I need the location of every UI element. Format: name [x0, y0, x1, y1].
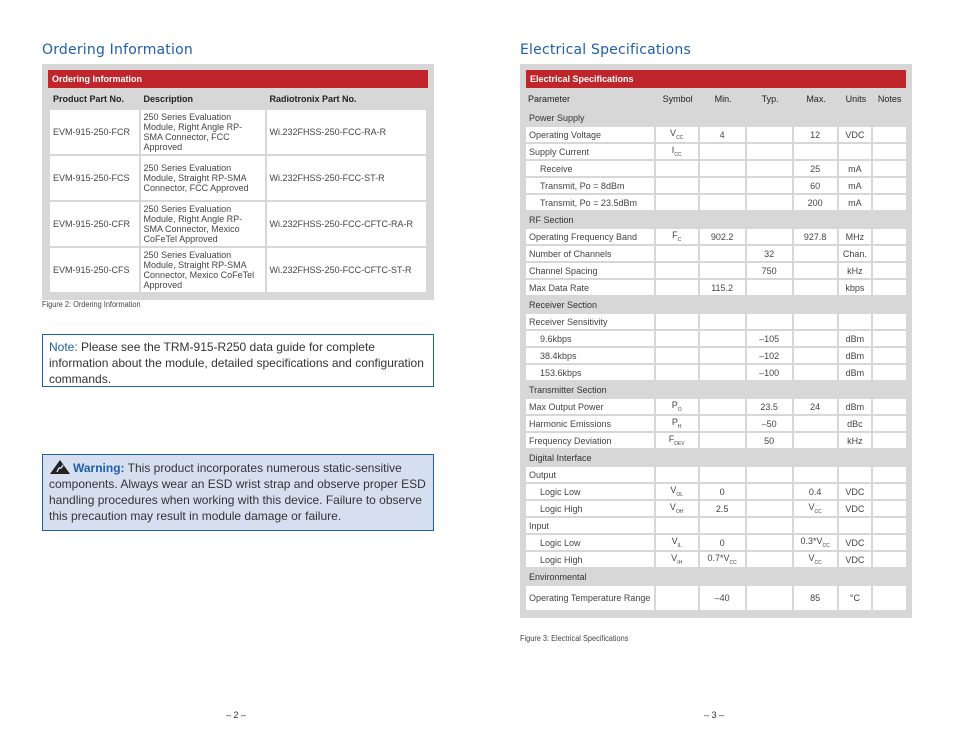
- spec-parameter: Logic Low: [526, 484, 656, 499]
- spec-parameter: Transmit, Po = 23.5dBm: [526, 195, 656, 210]
- spec-min: [700, 280, 747, 295]
- spec-min: [700, 127, 747, 142]
- spec-symbol: [656, 535, 700, 550]
- spec-row: [526, 552, 906, 567]
- spec-symbol-sub: DEV: [674, 440, 685, 447]
- spec-symbol: [656, 263, 700, 278]
- spec-symbol: [656, 518, 700, 533]
- spec-min-value: 0: [719, 537, 725, 548]
- spec-column-header: Min.: [700, 90, 747, 108]
- spec-typ: [747, 195, 794, 210]
- spec-units: [839, 314, 874, 329]
- spec-row: [526, 348, 906, 363]
- spec-parameter: Logic High: [526, 501, 656, 516]
- spec-units: dBc: [839, 416, 874, 431]
- spec-symbol: [656, 178, 700, 193]
- spec-notes: [873, 229, 906, 244]
- spec-notes: [873, 399, 906, 414]
- note-text: Please see the TRM-915-R250 data guide for complete information about the module, detailed specifications and configuration commands.: [49, 340, 424, 386]
- spec-symbol: [656, 314, 700, 329]
- spec-notes: [873, 195, 906, 210]
- spec-parameter: Operating Temperature Range: [526, 586, 656, 610]
- spec-max: [794, 518, 839, 533]
- spec-max: [794, 280, 839, 295]
- spec-notes: [873, 552, 906, 567]
- spec-min: [700, 246, 747, 261]
- spec-max: [794, 365, 839, 380]
- spec-max: [794, 586, 839, 610]
- spec-typ: [747, 229, 794, 244]
- page-number-left: – 2 –: [226, 710, 247, 720]
- spec-max: [794, 484, 839, 499]
- spec-parameter: Frequency Deviation: [526, 433, 656, 448]
- spec-section-row: [526, 110, 906, 125]
- spec-max-value: 60: [810, 180, 821, 191]
- spec-row: [526, 467, 906, 482]
- spec-max-value: 85: [810, 593, 821, 603]
- spec-symbol: [656, 416, 700, 431]
- spec-units: VDC: [839, 501, 874, 516]
- spec-parameter: Max Data Rate: [526, 280, 656, 295]
- spec-notes: [873, 263, 906, 278]
- spec-parameter: Channel Spacing: [526, 263, 656, 278]
- spec-notes: [873, 314, 906, 329]
- spec-max: [794, 552, 839, 567]
- ordering-cell: Wi.232FHSS-250-FCC-ST-R: [267, 156, 426, 200]
- spec-max: [794, 246, 839, 261]
- spec-symbol: [656, 467, 700, 482]
- spec-symbol-main: V: [670, 485, 677, 496]
- spec-section-label: Digital Interface: [526, 450, 906, 465]
- spec-typ: –100: [747, 365, 794, 380]
- spec-notes: [873, 161, 906, 176]
- spec-notes: [873, 467, 906, 482]
- spec-symbol: [656, 348, 700, 363]
- ordering-cell: EVM-915-250-FCS: [50, 156, 139, 200]
- spec-row: [526, 229, 906, 244]
- spec-section-label: Transmitter Section: [526, 382, 906, 397]
- spec-max: [794, 195, 839, 210]
- spec-typ: [747, 518, 794, 533]
- spec-min: [700, 195, 747, 210]
- spec-min-value: –40: [714, 593, 730, 603]
- spec-units: dBm: [839, 348, 874, 363]
- spec-max: [794, 127, 839, 142]
- spec-min-value: 0.7*V: [707, 553, 730, 564]
- spec-column-header: Parameter: [526, 90, 656, 108]
- ordering-table-panel: [42, 64, 434, 300]
- ordering-cell: Wi.232FHSS-250-FCC-RA-R: [267, 110, 426, 154]
- spec-symbol-main: V: [669, 502, 676, 513]
- spec-max-value: 24: [810, 401, 821, 412]
- spec-row: [526, 433, 906, 448]
- spec-symbol-sub: CC: [674, 151, 682, 158]
- spec-section-label: Power Supply: [526, 110, 906, 125]
- spec-notes: [873, 178, 906, 193]
- spec-symbol: [656, 229, 700, 244]
- spec-max-value: 200: [807, 197, 823, 208]
- spec-symbol-main: V: [670, 128, 677, 139]
- spec-notes: [873, 144, 906, 159]
- warning-text: This product incorporates numerous static-sensitive components. Always wear an ESD wrist strap and observe proper ESD handling procedures when working with this device. Failure to observe this precaution may result in module damage or failure.: [49, 461, 426, 523]
- spec-max: [794, 399, 839, 414]
- spec-min: [700, 416, 747, 431]
- spec-column-header: Max.: [794, 90, 839, 108]
- spec-symbol-main: P: [671, 400, 678, 411]
- electrical-title: Electrical Specifications: [520, 42, 691, 58]
- note-box: [42, 334, 434, 387]
- spec-symbol-sub: OL: [676, 491, 684, 498]
- spec-row: [526, 263, 906, 278]
- spec-min: [700, 501, 747, 516]
- spec-min: [700, 144, 747, 159]
- spec-parameter: Operating Voltage: [526, 127, 656, 142]
- spec-section-row: [526, 212, 906, 227]
- spec-symbol: [656, 195, 700, 210]
- spec-row: [526, 535, 906, 550]
- spec-max-sub: CC: [814, 508, 822, 515]
- warning-lead: Warning:: [73, 461, 125, 475]
- spec-typ: [747, 314, 794, 329]
- spec-section-row: [526, 382, 906, 397]
- spec-max: [794, 501, 839, 516]
- warning-box: [42, 454, 434, 531]
- spec-symbol-sub: CC: [676, 134, 684, 141]
- spec-units: VDC: [839, 535, 874, 550]
- spec-typ: [747, 178, 794, 193]
- spec-min-value: 4: [719, 129, 725, 140]
- spec-units: kHz: [839, 263, 874, 278]
- spec-min: [700, 314, 747, 329]
- spec-row: [526, 161, 906, 176]
- spec-symbol: [656, 586, 700, 610]
- spec-table-panel: [520, 64, 912, 618]
- ordering-cell: EVM-915-250-FCR: [50, 110, 139, 154]
- spec-min-value: 115.2: [711, 282, 734, 293]
- spec-min: [700, 518, 747, 533]
- spec-section-row: [526, 297, 906, 312]
- spec-row: [526, 365, 906, 380]
- spec-min: [700, 467, 747, 482]
- spec-symbol: [656, 433, 700, 448]
- spec-min: [700, 348, 747, 363]
- spec-parameter: Logic Low: [526, 535, 656, 550]
- ordering-table: [48, 88, 428, 294]
- spec-units: VDC: [839, 127, 874, 142]
- spec-symbol: [656, 246, 700, 261]
- spec-parameter: Receive: [526, 161, 656, 176]
- spec-min: [700, 263, 747, 278]
- spec-row: [526, 280, 906, 295]
- spec-min: [700, 484, 747, 499]
- spec-min: [700, 161, 747, 176]
- ordering-cell: 250 Series Evaluation Module, Right Angle RP-SMA Connector, FCC Approved: [141, 110, 265, 154]
- spec-column-header: Typ.: [747, 90, 794, 108]
- spec-min-value: 0: [719, 486, 725, 497]
- spec-units: °C: [839, 586, 874, 610]
- spec-typ: [747, 484, 794, 499]
- spec-units: mA: [839, 178, 874, 193]
- spec-typ: [747, 552, 794, 567]
- spec-notes: [873, 484, 906, 499]
- ordering-cell: EVM-915-250-CFS: [50, 248, 139, 292]
- spec-min: [700, 535, 747, 550]
- spec-min-sub: CC: [729, 559, 737, 566]
- spec-units: [839, 144, 874, 159]
- spec-units: [839, 518, 874, 533]
- spec-notes: [873, 535, 906, 550]
- spec-section-row: [526, 569, 906, 584]
- ordering-caption: Figure 2: Ordering Information: [42, 300, 141, 309]
- spec-symbol: [656, 331, 700, 346]
- spec-parameter: Supply Current: [526, 144, 656, 159]
- spec-max: [794, 178, 839, 193]
- spec-max: [794, 416, 839, 431]
- spec-symbol: [656, 501, 700, 516]
- spec-row: [526, 246, 906, 261]
- spec-typ: –105: [747, 331, 794, 346]
- spec-min: [700, 586, 747, 610]
- spec-symbol-main: F: [672, 230, 678, 241]
- note-lead: Note:: [49, 340, 78, 354]
- spec-typ: [747, 586, 794, 610]
- spec-row: [526, 501, 906, 516]
- spec-row: [526, 518, 906, 533]
- spec-units: dBm: [839, 365, 874, 380]
- ordering-column-header: Description: [141, 90, 265, 108]
- spec-symbol: [656, 399, 700, 414]
- spec-row: [526, 586, 906, 610]
- spec-min: [700, 229, 747, 244]
- ordering-column-header: Product Part No.: [50, 90, 139, 108]
- spec-symbol: [656, 365, 700, 380]
- spec-symbol: [656, 484, 700, 499]
- spec-symbol-main: F: [668, 434, 675, 445]
- spec-parameter: Input: [526, 518, 656, 533]
- spec-typ: [747, 467, 794, 482]
- spec-units: MHz: [839, 229, 874, 244]
- spec-notes: [873, 365, 906, 380]
- spec-max: [794, 144, 839, 159]
- spec-notes: [873, 586, 906, 610]
- spec-max-value: 12: [810, 129, 821, 140]
- spec-typ: 50: [747, 433, 794, 448]
- spec-symbol-sub: O: [677, 406, 682, 413]
- spec-notes: [873, 433, 906, 448]
- spec-units: dBm: [839, 399, 874, 414]
- spec-symbol-main: V: [671, 553, 678, 564]
- spec-units: [839, 467, 874, 482]
- spec-symbol: [656, 144, 700, 159]
- spec-min: [700, 365, 747, 380]
- ordering-row: [50, 156, 426, 200]
- spec-typ: 23.5: [747, 399, 794, 414]
- spec-column-header: Notes: [873, 90, 906, 108]
- spec-max-value: 0.4: [808, 486, 822, 497]
- ordering-cell: Wi.232FHSS-250-FCC-CFTC-ST-R: [267, 248, 426, 292]
- spec-max-value: 0.3*V: [800, 536, 823, 547]
- esd-warning-icon: [49, 459, 71, 475]
- spec-parameter: Logic High: [526, 552, 656, 567]
- spec-min: [700, 552, 747, 567]
- spec-section-label: Environmental: [526, 569, 906, 584]
- spec-notes: [873, 501, 906, 516]
- spec-parameter: Output: [526, 467, 656, 482]
- ordering-cell: EVM-915-250-CFR: [50, 202, 139, 246]
- spec-section-row: [526, 450, 906, 465]
- spec-symbol: [656, 280, 700, 295]
- spec-max: [794, 229, 839, 244]
- ordering-title: Ordering Information: [42, 42, 193, 58]
- spec-row: [526, 416, 906, 431]
- ordering-cell: 250 Series Evaluation Module, Right Angle RP-SMA Connector, Mexico CoFeTel Approved: [141, 202, 265, 246]
- spec-symbol-main: V: [671, 536, 678, 547]
- spec-symbol-main: P: [671, 417, 678, 428]
- spec-notes: [873, 246, 906, 261]
- spec-parameter: Transmit, Po = 8dBm: [526, 178, 656, 193]
- spec-units: mA: [839, 195, 874, 210]
- spec-max: [794, 535, 839, 550]
- spec-typ: [747, 501, 794, 516]
- spec-typ: –102: [747, 348, 794, 363]
- spec-min: [700, 399, 747, 414]
- spec-max-value: 927.8: [803, 231, 827, 242]
- spec-section-label: RF Section: [526, 212, 906, 227]
- spec-max-value: V: [808, 553, 815, 564]
- spec-typ: [747, 161, 794, 176]
- ordering-row: [50, 248, 426, 292]
- spec-symbol: [656, 127, 700, 142]
- spec-notes: [873, 416, 906, 431]
- spec-symbol-sub: H: [677, 423, 682, 430]
- spec-typ: [747, 280, 794, 295]
- spec-row: [526, 399, 906, 414]
- spec-section-label: Receiver Section: [526, 297, 906, 312]
- spec-max-sub: CC: [814, 559, 822, 566]
- spec-min: [700, 331, 747, 346]
- ordering-row: [50, 202, 426, 246]
- spec-row: [526, 195, 906, 210]
- spec-table: [526, 88, 906, 612]
- spec-notes: [873, 331, 906, 346]
- spec-column-header: Symbol: [656, 90, 700, 108]
- spec-notes: [873, 348, 906, 363]
- spec-row: [526, 178, 906, 193]
- spec-row: [526, 144, 906, 159]
- spec-parameter: Number of Channels: [526, 246, 656, 261]
- spec-row: [526, 331, 906, 346]
- spec-min-value: 902.2: [710, 231, 734, 242]
- spec-typ: 750: [747, 263, 794, 278]
- spec-symbol-sub: OH: [675, 508, 684, 515]
- ordering-cell: 250 Series Evaluation Module, Straight RP-SMA Connector, Mexico CoFeTel Approved: [141, 248, 265, 292]
- spec-typ: –50: [747, 416, 794, 431]
- spec-symbol-sub: IL: [677, 542, 682, 549]
- spec-row: [526, 314, 906, 329]
- spec-symbol-main: I: [671, 145, 675, 156]
- spec-max-value: 25: [810, 163, 821, 174]
- spec-caption: Figure 3: Electrical Specifications: [520, 634, 629, 643]
- ordering-cell: Wi.232FHSS-250-FCC-CFTC-RA-R: [267, 202, 426, 246]
- spec-symbol-sub: C: [677, 236, 682, 243]
- ordering-column-header: Radiotronix Part No.: [267, 90, 426, 108]
- spec-units: Chan.: [839, 246, 874, 261]
- spec-max: [794, 467, 839, 482]
- spec-symbol-sub: IH: [677, 559, 683, 566]
- spec-parameter: Operating Frequency Band: [526, 229, 656, 244]
- spec-notes: [873, 280, 906, 295]
- spec-parameter: 38.4kbps: [526, 348, 656, 363]
- spec-units: mA: [839, 161, 874, 176]
- spec-row: [526, 127, 906, 142]
- spec-units: kHz: [839, 433, 874, 448]
- spec-typ: [747, 535, 794, 550]
- spec-max: [794, 433, 839, 448]
- spec-parameter: 153.6kbps: [526, 365, 656, 380]
- spec-notes: [873, 127, 906, 142]
- spec-max: [794, 263, 839, 278]
- spec-units: VDC: [839, 484, 874, 499]
- spec-parameter: Harmonic Emissions: [526, 416, 656, 431]
- spec-min-value: 2.5: [715, 503, 729, 514]
- page-number-right: – 3 –: [704, 710, 725, 720]
- spec-min: [700, 433, 747, 448]
- spec-parameter: Max Output Power: [526, 399, 656, 414]
- spec-parameter: Receiver Sensitivity: [526, 314, 656, 329]
- spec-column-header: Units: [839, 90, 874, 108]
- spec-symbol: [656, 552, 700, 567]
- ordering-row: [50, 110, 426, 154]
- spec-table-head: Electrical Specifications: [526, 70, 906, 88]
- spec-units: VDC: [839, 552, 874, 567]
- spec-max-sub: CC: [822, 542, 830, 549]
- spec-units: dBm: [839, 331, 874, 346]
- spec-min: [700, 178, 747, 193]
- spec-max: [794, 348, 839, 363]
- spec-notes: [873, 518, 906, 533]
- spec-symbol: [656, 161, 700, 176]
- spec-max-value: V: [808, 502, 815, 513]
- spec-units: kbps: [839, 280, 874, 295]
- spec-typ: [747, 127, 794, 142]
- ordering-cell: 250 Series Evaluation Module, Straight RP-SMA Connector, FCC Approved: [141, 156, 265, 200]
- spec-max: [794, 331, 839, 346]
- spec-max: [794, 314, 839, 329]
- spec-typ: 32: [747, 246, 794, 261]
- spec-row: [526, 484, 906, 499]
- ordering-table-head: Ordering Information: [48, 70, 428, 88]
- spec-max: [794, 161, 839, 176]
- spec-parameter: 9.6kbps: [526, 331, 656, 346]
- spec-typ: [747, 144, 794, 159]
